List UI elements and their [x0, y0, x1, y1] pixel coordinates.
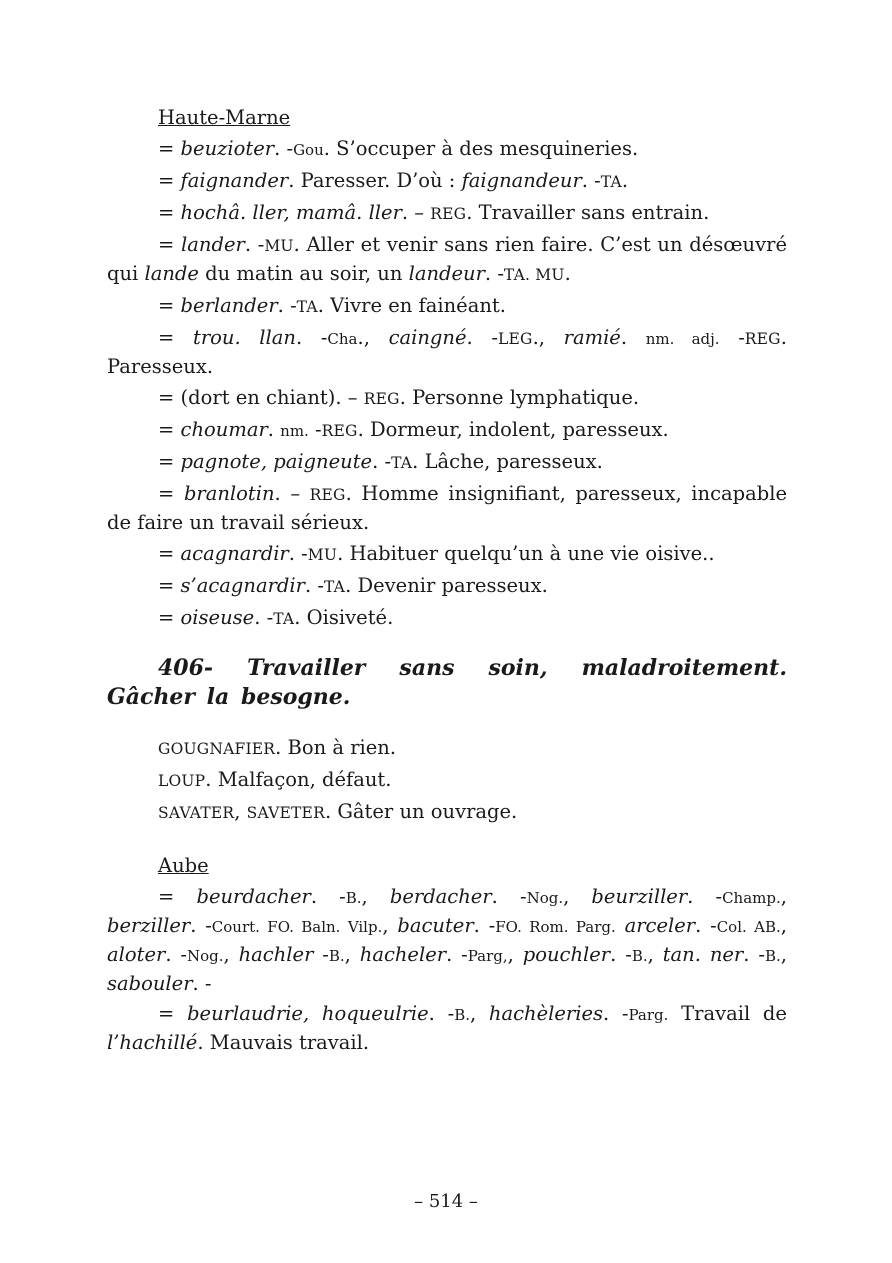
entry-branlotin: = branlotin. – REG. Homme insignifiant, paresseux, incapable de faire un travail sérieux.	[107, 482, 787, 534]
entry-faignander: = faignander. Paresser. D’où : faignandeur. -TA.	[158, 169, 629, 192]
entry-loup: LOUP. Malfaçon, défaut.	[158, 768, 392, 791]
page-number: – 514 –	[414, 1191, 478, 1212]
entry-sacagnardir: = s’acagnardir. -TA. Devenir paresseux.	[158, 574, 548, 597]
page-body	[107, 104, 787, 1059]
entry-beurlaudrie: = beurlaudrie, hoqueulrie. -B., hachèleries. -Parg. Travail de l’hachillé. Mauvais travail.	[107, 1002, 787, 1054]
entry-berlander: = berlander. -TA. Vivre en fainéant.	[158, 294, 506, 317]
entry-lander: = lander. -MU. Aller et venir sans rien faire. C’est un désœuvré qui lande du matin au soir, un landeur. -TA. MU.	[107, 233, 787, 285]
region-header-aube: Aube	[158, 854, 209, 877]
spacer	[107, 830, 787, 852]
entry-troullan: = trou. llan. -Cha., caingné. -LEG., ramié. nm. adj. -REG. Paresseux.	[107, 326, 787, 378]
entry-choumar: = choumar. nm. -REG. Dormeur, indolent, paresseux.	[158, 418, 669, 441]
entry-beurdacher: = beurdacher. -B., berdacher. -Nog., beurziller. -Champ., berziller. -Court. FO. Baln. Vilp., bacuter. -FO. Rom. Parg. arceler. -Col. AB., aloter. -Nog., hachler -B., hacheler. -Parg,, pouchler. -B., tan. ner. -B., sabouler. -	[107, 885, 787, 995]
region-header-haute-marne: Haute-Marne	[158, 106, 291, 129]
entry-gougnafier: GOUGNAFIER. Bon à rien.	[158, 736, 397, 759]
section-heading: 406- Travailler sans soin, maladroitement. Gâcher la besogne.	[107, 655, 787, 710]
spacer	[107, 712, 787, 734]
entry-acagnardir: = acagnardir. -MU. Habituer quelqu’un à une vie oisive..	[158, 542, 715, 565]
entry-savater: SAVATER, SAVETER. Gâter un ouvrage.	[158, 800, 518, 823]
entry-pagnote: = pagnote, paigneute. -TA. Lâche, paresseux.	[158, 450, 603, 473]
spacer	[107, 636, 787, 654]
entry-dort-en-chiant: = (dort en chiant). – REG. Personne lymphatique.	[158, 386, 640, 409]
entry-hochaller: = hochâ. ller, mamâ. ller. – REG. Travailler sans entrain.	[158, 201, 710, 224]
entry-beuzioter: = beuzioter. -Gou. S’occuper à des mesquineries.	[158, 137, 639, 160]
entry-oiseuse: = oiseuse. -TA. Oisiveté.	[158, 606, 394, 629]
